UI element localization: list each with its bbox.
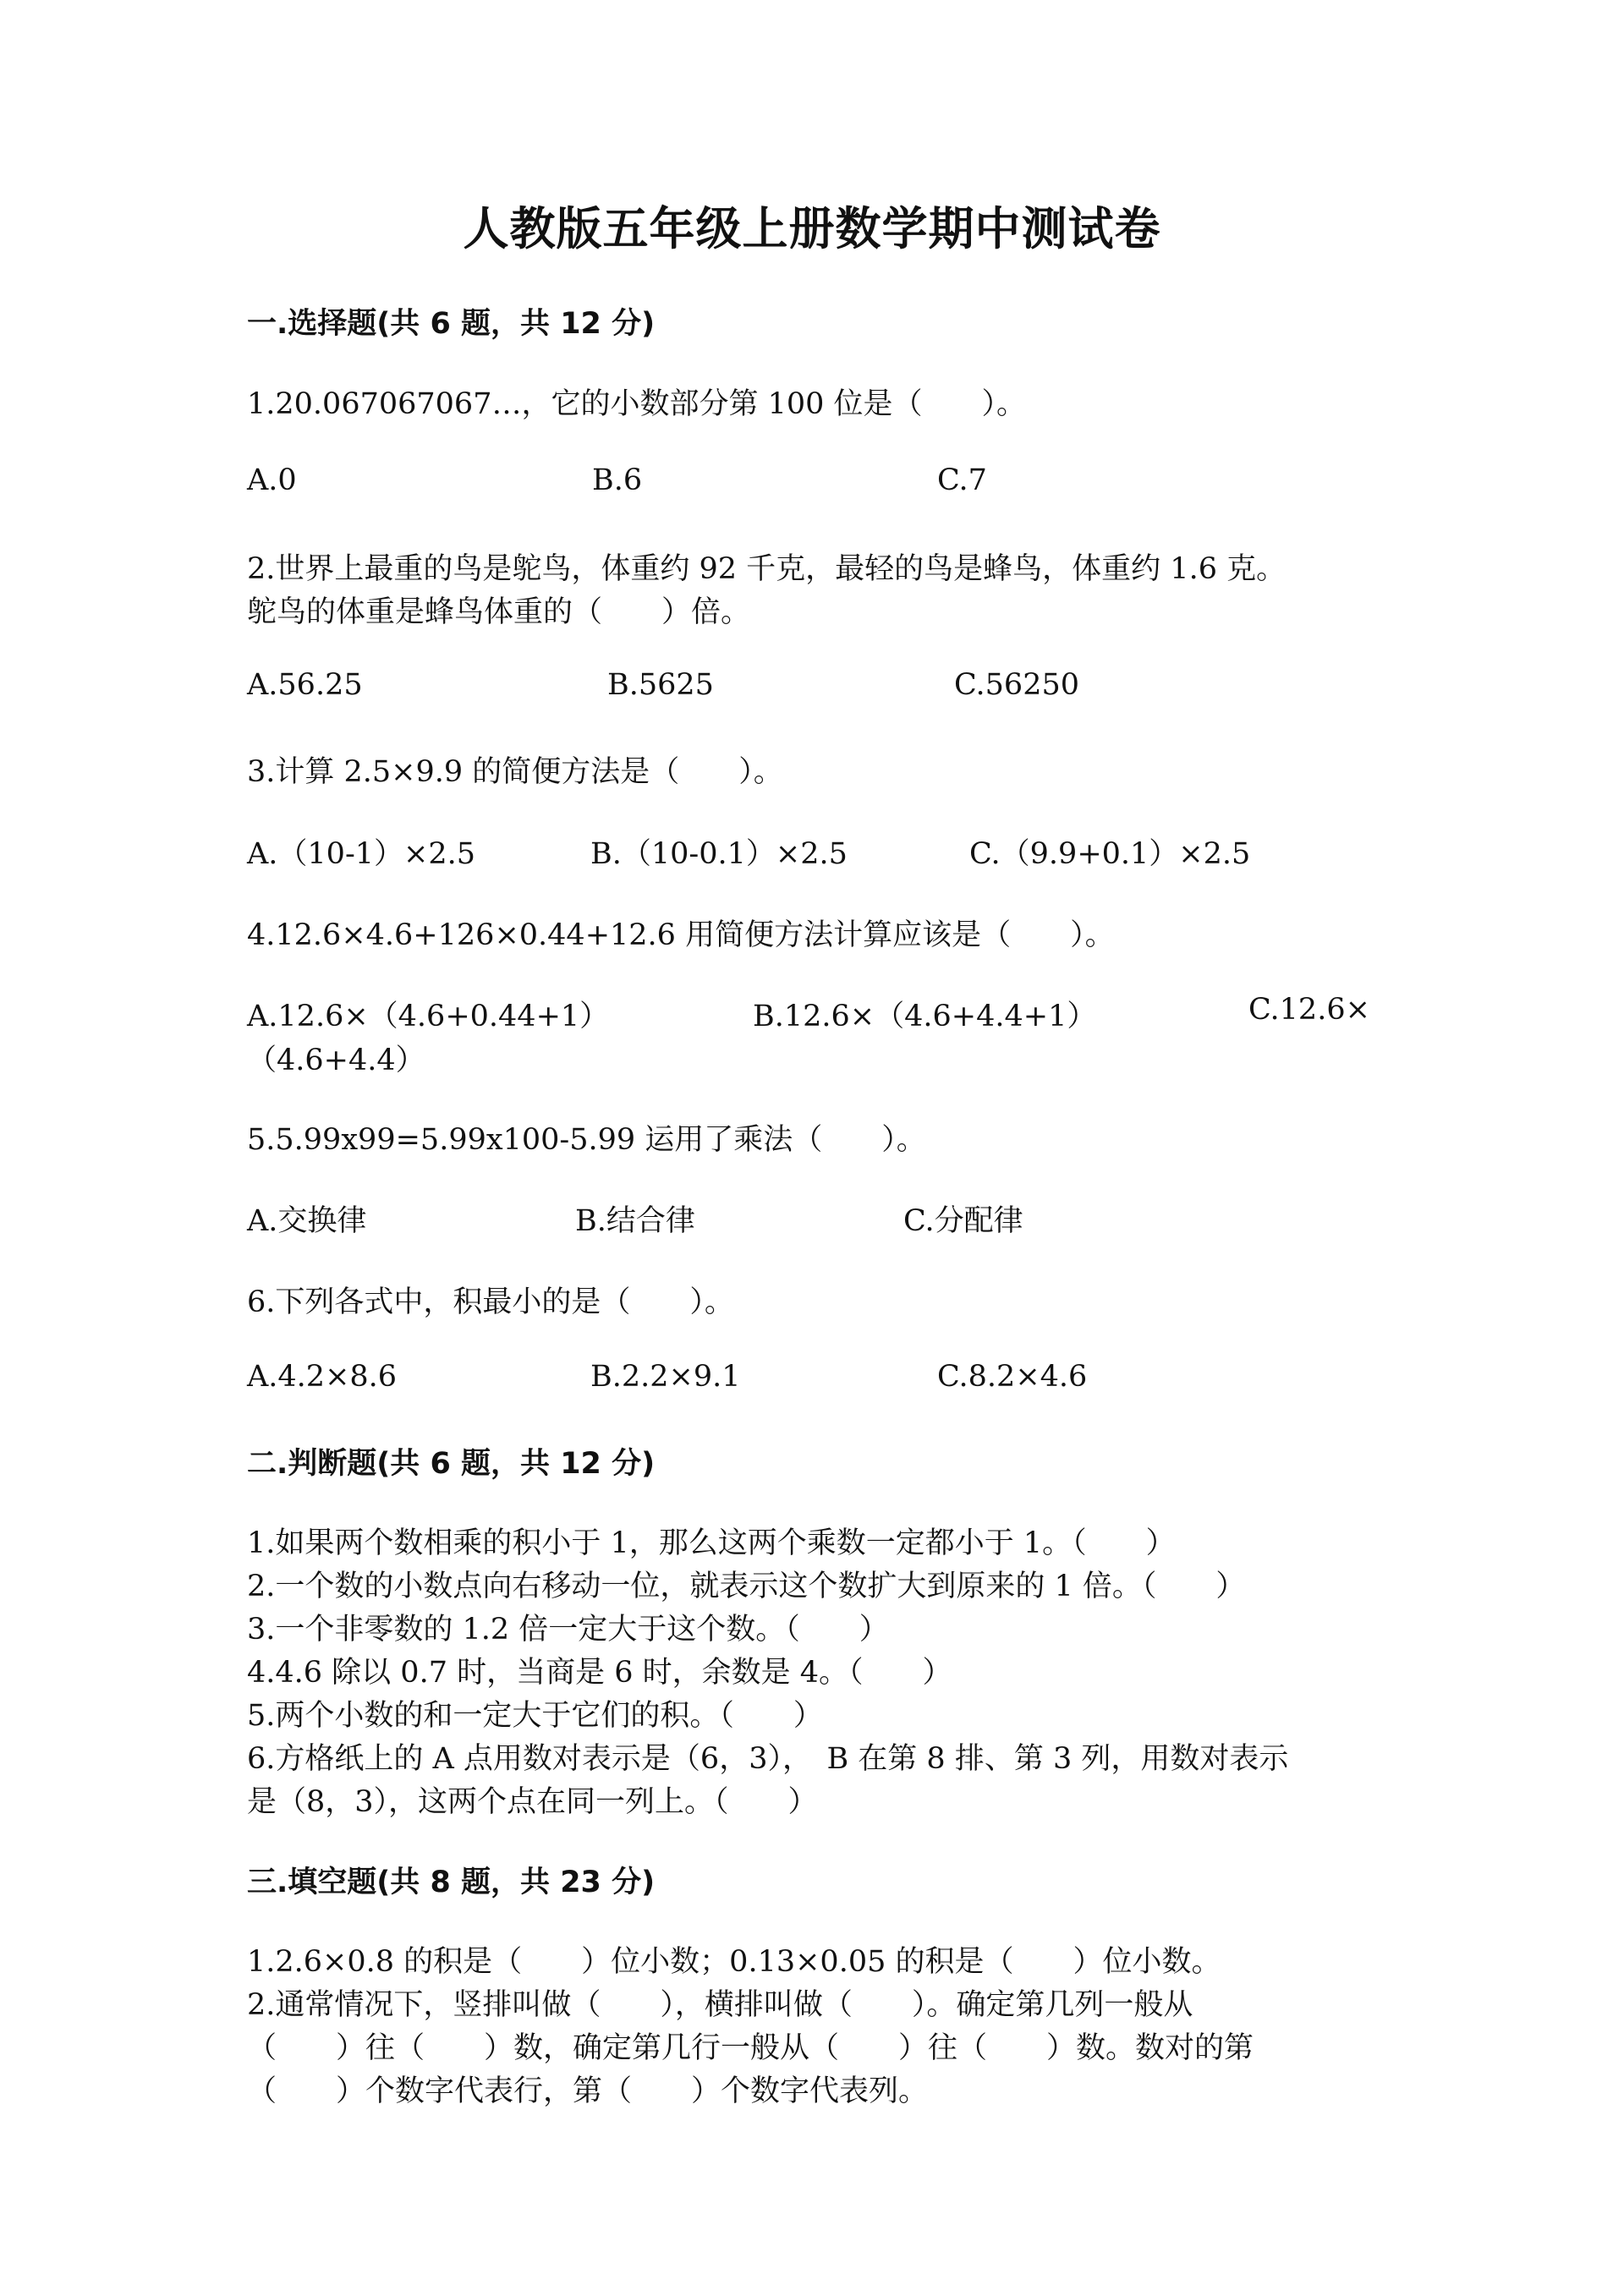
option-b: B.（10-0.1）×2.5 [590,837,848,871]
option-a: A.4.2×8.6 [247,1360,398,1394]
statement-item: 5.两个小数的和一定大于它们的积。（ ） [247,1699,823,1733]
section-heading-judgement: 二.判断题(共 6 题，共 12 分) [247,1447,656,1481]
option-a: A.12.6×（4.6+0.44+1） [247,1000,610,1033]
option-b: B.6 [592,463,643,497]
statement-item: 是（8，3），这两个点在同一列上。（ ） [247,1785,818,1819]
option-b: B.2.2×9.1 [590,1360,741,1394]
question-text: 2.世界上最重的鸟是鸵鸟，体重约 92 千克，最轻的鸟是蜂鸟，体重约 1.6 克。 [247,552,1287,586]
statement-item: 2.一个数的小数点向右移动一位，就表示这个数扩大到原来的 1 倍。（ ） [247,1570,1246,1603]
page-title: 人教版五年级上册数学期中测试卷 [463,201,1161,255]
statement-item: 1.如果两个数相乘的积小于 1，那么这两个乘数一定都小于 1。（ ） [247,1526,1176,1560]
option-c: C.8.2×4.6 [937,1360,1088,1394]
option-c: C.56250 [954,668,1079,702]
question-text: 5.5.99x99=5.99x100-5.99 运用了乘法（ ）。 [247,1123,926,1157]
option-c: C.12.6× [1248,993,1370,1027]
statement-item: 6.方格纸上的 A 点用数对表示是（6，3）， B 在第 8 排、第 3 列，用数对表示 [247,1742,1289,1776]
option-c: C.（9.9+0.1）×2.5 [969,837,1251,871]
question-text: 3.计算 2.5×9.9 的简便方法是（ ）。 [247,755,783,789]
option-a: A.（10-1）×2.5 [247,837,476,871]
statement-item: 3.一个非零数的 1.2 倍一定大于这个数。（ ） [247,1613,889,1647]
option-c: C.分配律 [903,1204,1023,1238]
option-a: A.56.25 [247,668,363,702]
fill-blank-item: 1.2.6×0.8 的积是（ ）位小数；0.13×0.05 的积是（ ）位小数。 [247,1945,1221,1979]
question-text: 1.20.067067067…，它的小数部分第 100 位是（ ）。 [247,387,1027,421]
fill-blank-item: 2.通常情况下，竖排叫做（ ），横排叫做（ ）。确定第几列一般从 [247,1988,1193,2022]
option-b: B.12.6×（4.6+4.4+1） [753,1000,1097,1033]
option-b: B.结合律 [575,1204,695,1238]
question-text: 6.下列各式中，积最小的是（ ）。 [247,1285,734,1319]
option-a: A.0 [247,463,297,497]
statement-item: 4.4.6 除以 0.7 时，当商是 6 时，余数是 4。（ ） [247,1656,952,1690]
question-text: 4.12.6×4.6+126×0.44+12.6 用简便方法计算应该是（ ）。 [247,918,1115,952]
fill-blank-item: （ ）个数字代表行，第（ ）个数字代表列。 [247,2074,929,2108]
option-c: C.7 [937,463,987,497]
section-heading-choice: 一.选择题(共 6 题，共 12 分) [247,307,656,341]
option-a: A.交换律 [247,1204,367,1238]
option-c-continued: （4.6+4.4） [247,1044,425,1077]
option-b: B.5625 [607,668,714,702]
fill-blank-item: （ ）往（ ）数，确定第几行一般从（ ）往（ ）数。数对的第 [247,2031,1254,2065]
section-heading-fill-blank: 三.填空题(共 8 题，共 23 分) [247,1866,656,1899]
question-text: 鸵鸟的体重是蜂鸟体重的（ ）倍。 [247,595,751,629]
